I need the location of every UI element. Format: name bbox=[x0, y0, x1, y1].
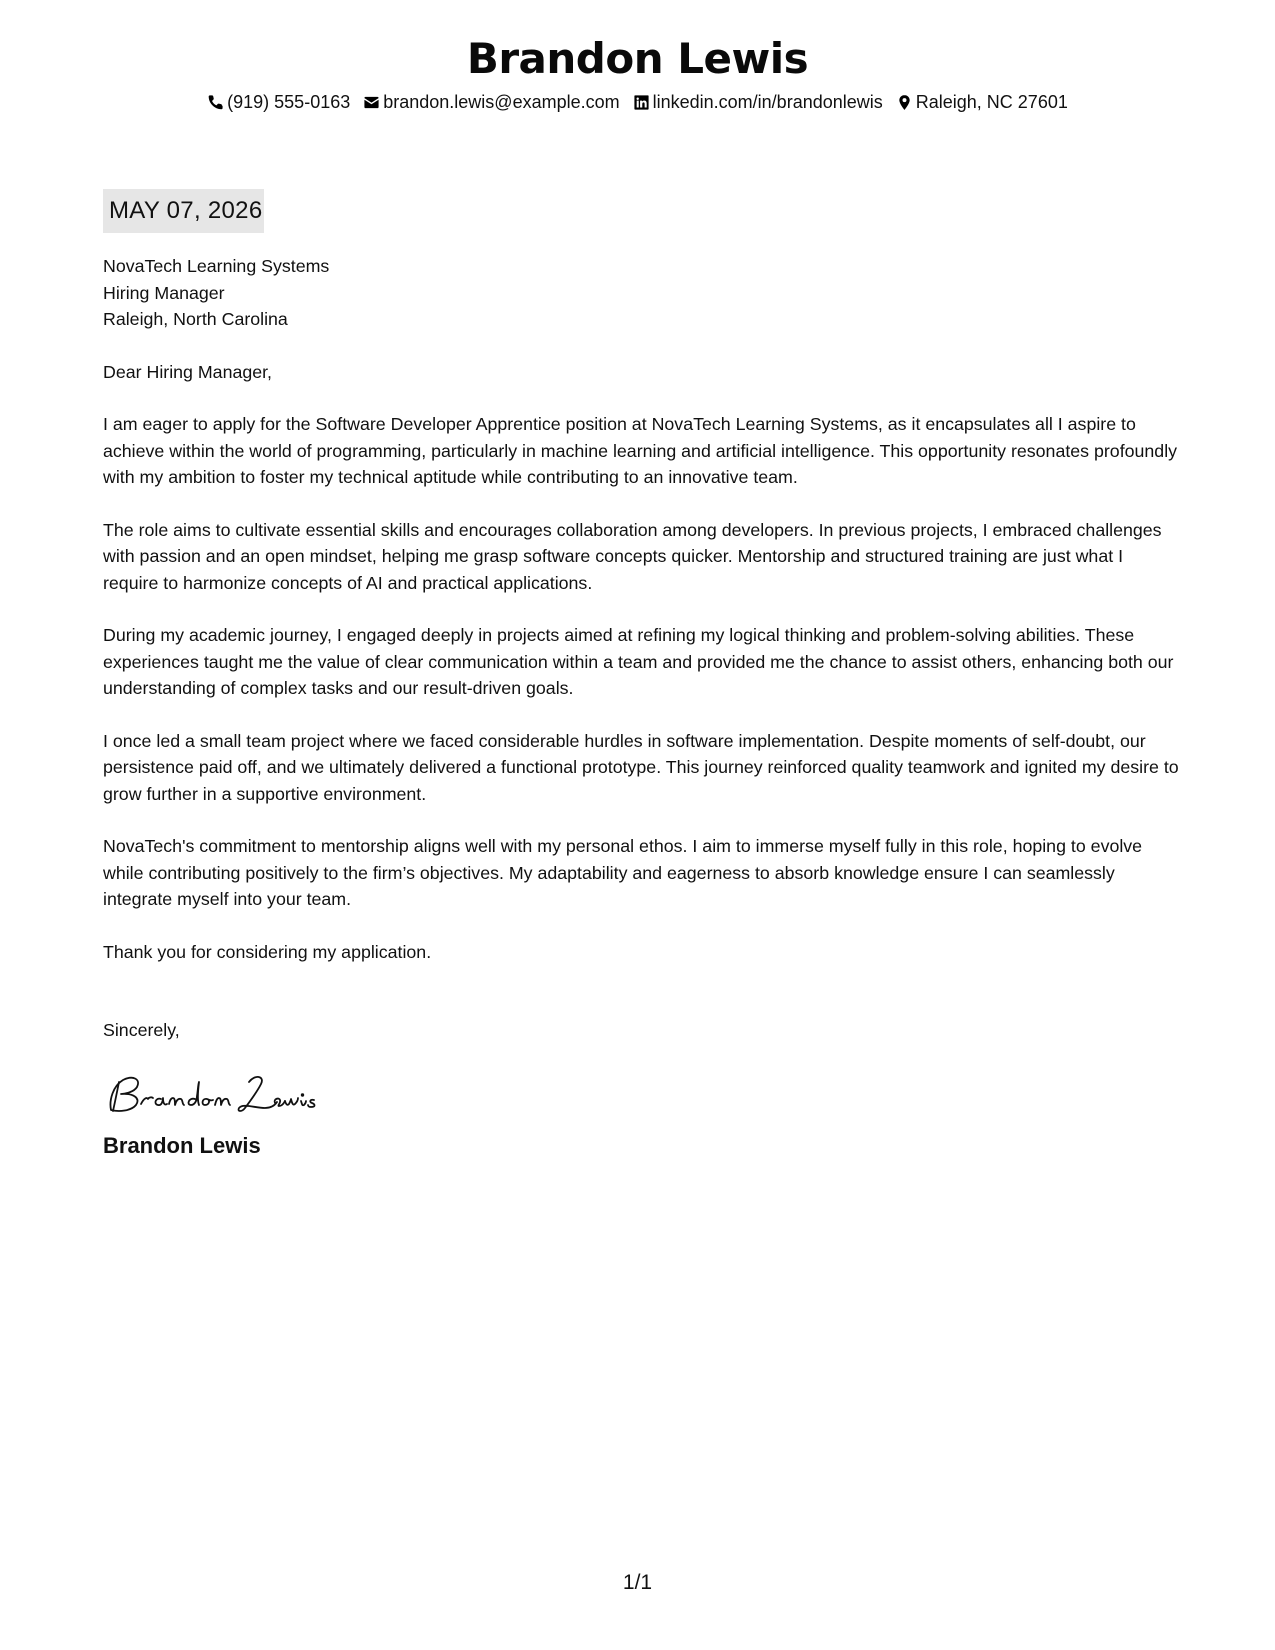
body-paragraph: NovaTech's commitment to mentorship aligns well with my personal ethos. I aim to immerse myself fully in this role, hoping to evolve while contributing positively to the firm’s objectives. My adaptability and eagerness to absorb knowledge ensure I can seamlessly integrate myself into your team. bbox=[103, 836, 1143, 909]
letter-date: MAY 07, 2026 bbox=[103, 189, 264, 233]
recipient-block bbox=[103, 253, 1183, 333]
linkedin-text[interactable]: linkedin.com/in/brandonlewis bbox=[652, 92, 883, 112]
email-text[interactable]: brandon.lewis@example.com bbox=[383, 92, 620, 112]
body-paragraph: I am eager to apply for the Software Developer Apprentice position at NovaTech Learning Systems, as it encapsulates all I aspire to achieve within the world of programming, particularly in machine learning and artificial intelligence. This opportunity resonates profoundly with my ambition to foster my technical aptitude while contributing to an innovative team. bbox=[103, 414, 1178, 487]
letter-body bbox=[103, 253, 1183, 1160]
closing: Sincerely, bbox=[103, 1020, 180, 1040]
recipient-company: NovaTech Learning Systems bbox=[103, 256, 330, 276]
contact-linkedin[interactable] bbox=[633, 91, 883, 113]
map-pin-icon bbox=[896, 94, 913, 111]
contact-email[interactable] bbox=[363, 91, 619, 113]
body-paragraph: During my academic journey, I engaged deeply in projects aimed at refining my logical thinking and problem-solving abilities. These experiences taught me the value of clear communication within a team and provided me the chance to assist others, enhancing both our understanding of complex tasks and our result-driven goals. bbox=[103, 625, 1174, 698]
contact-location bbox=[896, 91, 1068, 113]
contact-phone bbox=[207, 91, 350, 113]
body-paragraph: I once led a small team project where we faced considerable hurdles in software implementation. Despite moments of self-doubt, our persistence paid off, and we ultimately delivered a functional prototype. This journey reinforced quality teamwork and ignited my desire to grow further in a supportive environment. bbox=[103, 730, 1179, 804]
page-number: 1/1 bbox=[622, 1571, 653, 1594]
sender-name: Brandon Lewis bbox=[466, 34, 809, 83]
signature-image bbox=[103, 1070, 323, 1120]
phone-icon bbox=[207, 94, 224, 111]
body-paragraph: The role aims to cultivate essential skills and encourages collaboration among developers. In previous projects, I embraced challenges with passion and an open mindset, helping me grasp software concepts quicker. Mentorship and structured training are just what I require to harmonize concepts of AI and practical applications. bbox=[103, 519, 1162, 593]
envelope-icon bbox=[363, 94, 380, 111]
thank-you-line: Thank you for considering my application. bbox=[103, 941, 432, 962]
salutation: Dear Hiring Manager, bbox=[103, 361, 272, 382]
phone-text: (919) 555-0163 bbox=[227, 92, 351, 112]
contact-bar bbox=[0, 91, 1275, 113]
linkedin-icon bbox=[633, 94, 650, 111]
signed-name: Brandon Lewis bbox=[103, 1132, 261, 1158]
recipient-title: Hiring Manager bbox=[103, 282, 225, 303]
handwritten-signature bbox=[103, 1070, 1183, 1120]
recipient-location: Raleigh, North Carolina bbox=[103, 309, 288, 329]
letter-header bbox=[0, 34, 1275, 113]
location-text: Raleigh, NC 27601 bbox=[915, 92, 1068, 112]
